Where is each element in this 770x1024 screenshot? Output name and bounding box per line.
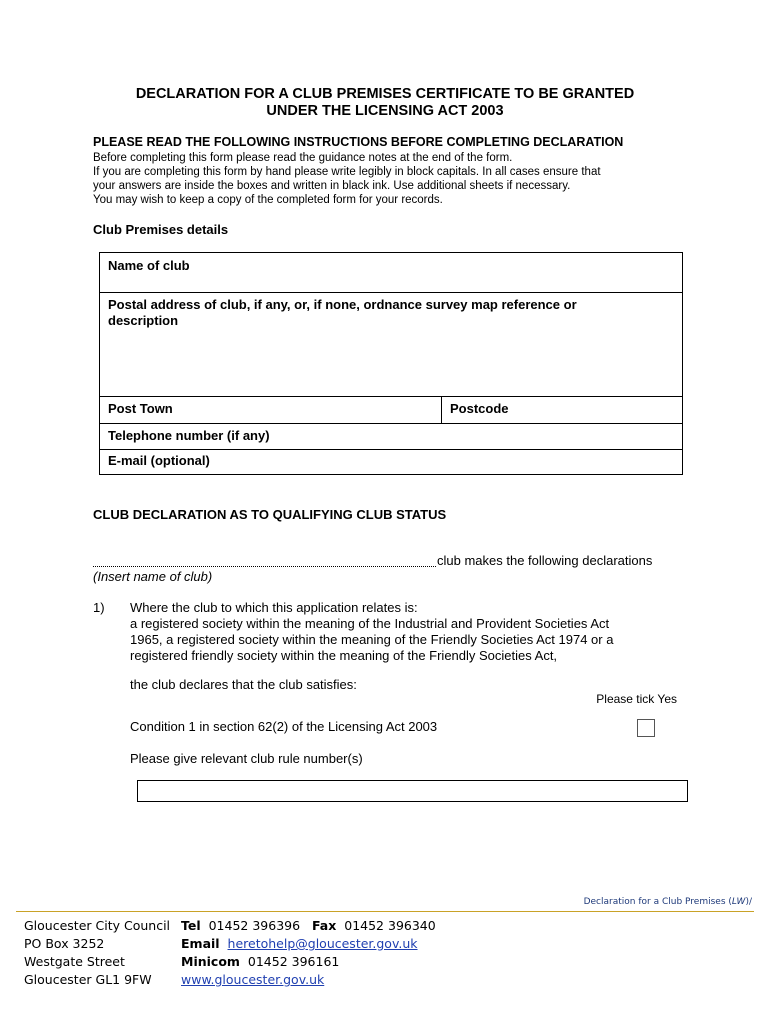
post-town-row xyxy=(100,397,682,424)
instruction-line: You may wish to keep a copy of the completed form for your records. xyxy=(93,194,443,206)
instruction-line: your answers are inside the boxes and written in black ink. Use additional sheets if necessary. xyxy=(93,180,571,192)
email-label: E-mail (optional) xyxy=(108,453,210,468)
rule-numbers-label: Please give relevant club rule number(s) xyxy=(130,751,363,766)
condition-text: Condition 1 in section 62(2) of the Licensing Act 2003 xyxy=(130,719,438,734)
post-town-label: Post Town xyxy=(108,401,173,416)
street: Westgate Street xyxy=(24,954,125,969)
footer-ref-end: )/ xyxy=(745,897,752,907)
item-line: 1965, a registered society within the meaning of the Friendly Societies Act 1974 or a xyxy=(130,632,614,647)
fax-number: 01452 396340 xyxy=(344,918,436,933)
footer-reference xyxy=(584,897,752,907)
item-line: registered friendly society within the meaning of the Friendly Societies Act, xyxy=(130,648,558,663)
email-line xyxy=(181,935,436,953)
minicom-line xyxy=(181,953,436,971)
postal-address-field[interactable] xyxy=(100,293,682,397)
page-title xyxy=(90,86,680,120)
tick-yes-label: Please tick Yes xyxy=(596,692,677,706)
tel-label: Tel xyxy=(181,918,201,933)
footer-ref-text: Declaration for a Club Premises ( xyxy=(583,897,732,907)
condition-checkbox[interactable] xyxy=(637,719,655,737)
item-line: a registered society within the meaning of the Industrial and Provident Societies Act xyxy=(130,616,610,631)
council-name: Gloucester City Council xyxy=(24,918,171,933)
rule-numbers-input[interactable] xyxy=(137,780,688,802)
club-name-field[interactable] xyxy=(100,253,682,293)
phone-fax-line xyxy=(181,917,436,935)
postal-address-label xyxy=(108,297,577,329)
minicom-number: 01452 396161 xyxy=(247,954,340,969)
club-name-entry-line[interactable] xyxy=(93,554,436,567)
website-link[interactable]: www.gloucester.gov.uk xyxy=(181,972,325,987)
post-town-field[interactable] xyxy=(100,397,441,423)
declaration-makes-text: club makes the following declarations xyxy=(437,553,653,568)
minicom-label: Minicom xyxy=(181,954,240,969)
fax-label: Fax xyxy=(311,918,337,933)
item-text xyxy=(130,600,678,664)
title-line-2: UNDER THE LICENSING ACT 2003 xyxy=(266,103,504,119)
po-box: PO Box 3252 xyxy=(24,936,105,951)
club-details-heading: Club Premises details xyxy=(93,222,229,237)
footer-divider xyxy=(16,911,754,912)
item-line: Where the club to which this application relates is: xyxy=(130,600,418,615)
council-address xyxy=(24,917,170,989)
instruction-line: Before completing this form please read the guidance notes at the end of the form. xyxy=(93,152,513,164)
email-contact-label: Email xyxy=(181,936,220,951)
email-field[interactable] xyxy=(100,450,682,476)
telephone-label: Telephone number (if any) xyxy=(108,428,270,443)
declaration-heading: CLUB DECLARATION AS TO QUALIFYING CLUB STATUS xyxy=(93,507,447,522)
footer-ref-code: LW xyxy=(731,897,746,907)
postcode-field[interactable] xyxy=(442,397,682,423)
club-name-label: Name of club xyxy=(108,258,190,273)
postal-address-label-line-2: description xyxy=(108,313,179,328)
telephone-field[interactable] xyxy=(100,424,682,450)
insert-name-hint: (Insert name of club) xyxy=(93,569,213,584)
tel-number: 01452 396396 xyxy=(208,918,301,933)
club-details-form xyxy=(99,252,683,475)
item-number: 1) xyxy=(93,600,105,615)
postcode-label: Postcode xyxy=(450,401,509,416)
instructions-heading: PLEASE READ THE FOLLOWING INSTRUCTIONS BEFORE COMPLETING DECLARATION xyxy=(93,135,624,149)
postal-address-label-line-1: Postal address of club, if any, or, if none, ordnance survey map reference or xyxy=(108,297,577,312)
satisfies-text: the club declares that the club satisfies: xyxy=(130,677,357,692)
instruction-line: If you are completing this form by hand please write legibly in block capitals. In all cases ensure that xyxy=(93,166,601,178)
council-contacts xyxy=(181,917,436,989)
city-postcode: Gloucester GL1 9FW xyxy=(24,972,152,987)
title-line-1: DECLARATION FOR A CLUB PREMISES CERTIFICATE TO BE GRANTED xyxy=(135,86,635,102)
website-line xyxy=(181,971,436,989)
email-link[interactable]: heretohelp@gloucester.gov.uk xyxy=(227,936,418,951)
